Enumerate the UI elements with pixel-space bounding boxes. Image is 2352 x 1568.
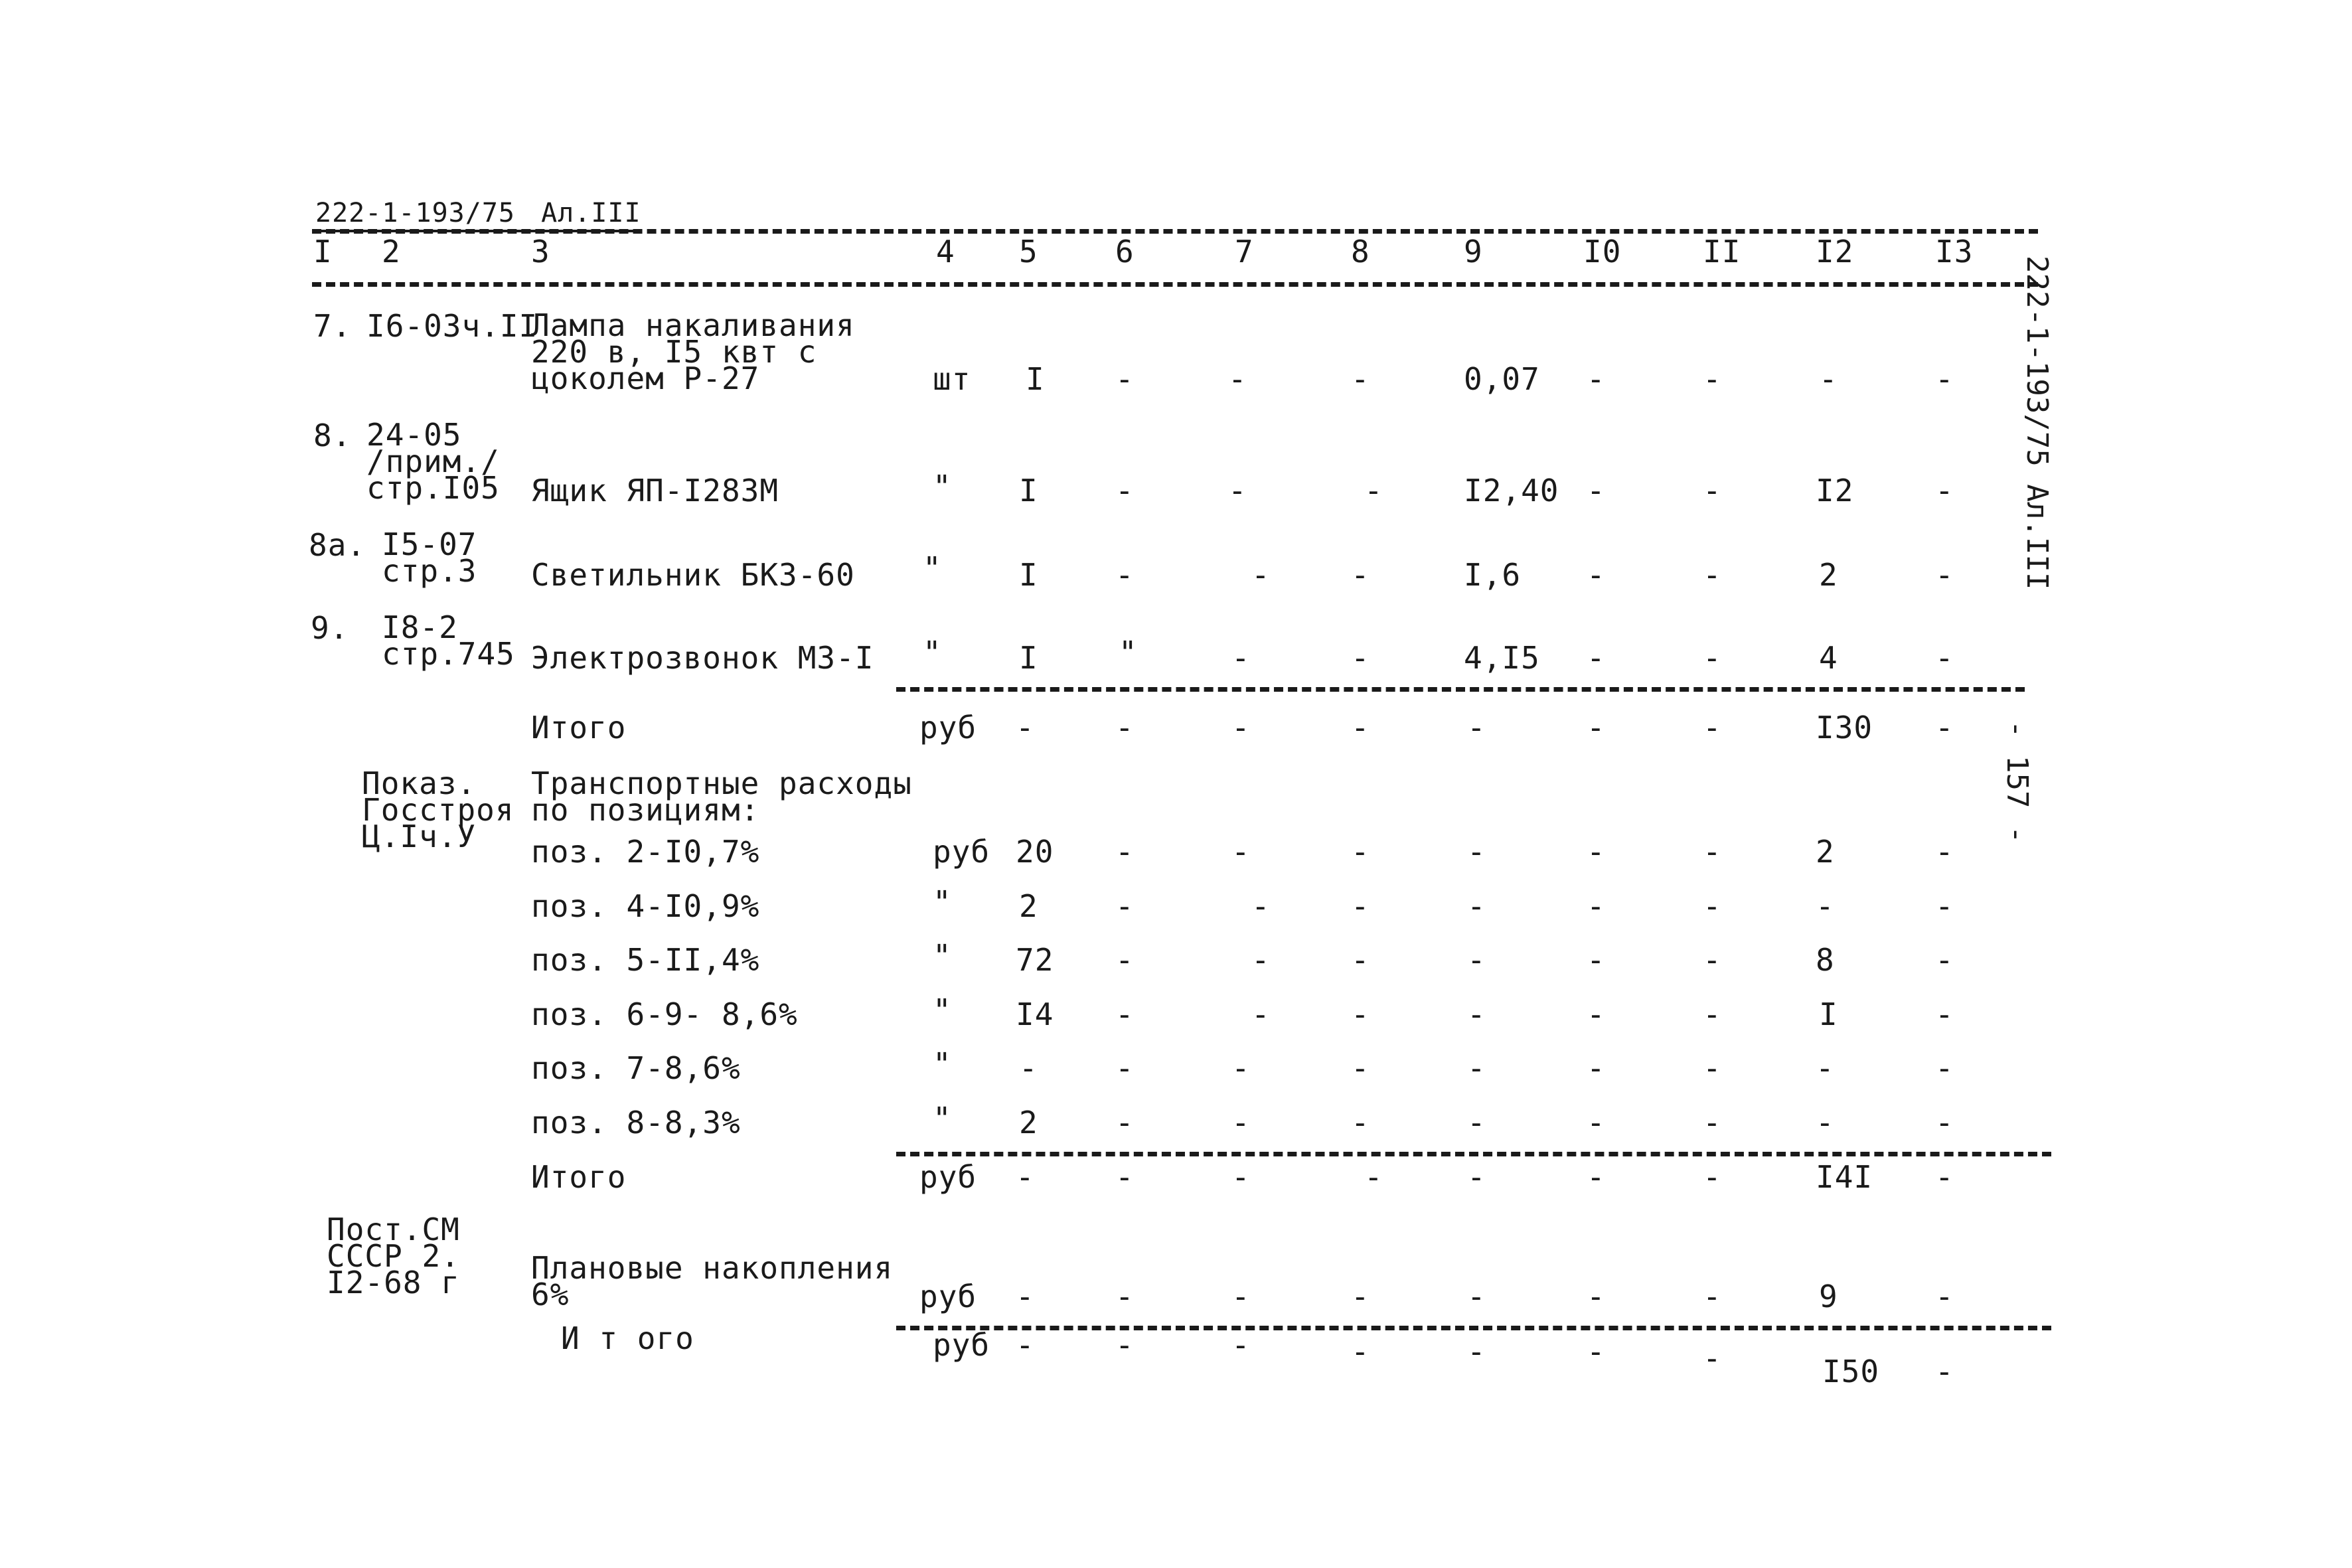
row-7-c7: -	[1228, 361, 1247, 397]
transport-item-4-c8: -	[1351, 996, 1370, 1032]
row-8-ref-line1: 24-05	[366, 417, 462, 453]
row-9-c7: -	[1231, 640, 1251, 676]
row-9-c8: -	[1351, 640, 1370, 676]
itogo3-c6: -	[1115, 1327, 1135, 1363]
transport-item-3-c7: -	[1251, 942, 1271, 978]
col-7: 7	[1235, 234, 1254, 270]
side-doc-code: 222-1-193/75 Ал.III	[2020, 256, 2054, 590]
transport-item-2-c8: -	[1351, 888, 1370, 924]
row-8-c7: -	[1228, 473, 1247, 509]
row-8a-c10: -	[1587, 557, 1606, 593]
row-8a-c8: -	[1351, 557, 1370, 593]
transport-item-6-c10: -	[1587, 1105, 1606, 1140]
row-7-name-line1: Лампа накаливания	[531, 307, 855, 343]
row-7-name-line2: 220 в, I5 квт с	[531, 334, 817, 370]
itogo2-label: Итого	[531, 1159, 627, 1195]
row-7-c5: I	[1026, 361, 1045, 397]
transport-item-1-c11: -	[1703, 834, 1722, 870]
transport-item-1-c9: -	[1467, 834, 1486, 870]
page-number: - 157 -	[2000, 720, 2034, 844]
transport-item-6-c7: -	[1231, 1105, 1251, 1140]
top-rule	[312, 229, 2038, 234]
itogo3-c12: I50	[1822, 1354, 1880, 1389]
transport-item-4-c7: -	[1251, 996, 1271, 1032]
col-9: 9	[1464, 234, 1483, 270]
transport-item-6-c6: -	[1115, 1105, 1135, 1140]
savings-c12: 9	[1819, 1279, 1838, 1314]
row-8-c10: -	[1587, 473, 1606, 509]
transport-item-6-c9: -	[1467, 1105, 1486, 1140]
row-8a-ref-line1: I5-07	[382, 526, 477, 562]
transport-item-3-c9: -	[1467, 942, 1486, 978]
transport-item-2-name: поз. 4-I0,9%	[531, 888, 760, 924]
itogo1-unit: руб	[919, 710, 977, 745]
row-8a-c9: I,6	[1464, 557, 1522, 593]
row-8-ref-line3: стр.I05	[366, 470, 500, 506]
itogo2-c12: I4I	[1816, 1159, 1873, 1195]
row-9-c13: -	[1935, 640, 1954, 676]
row-8-c9: I2,40	[1464, 473, 1559, 509]
row-7-c11: -	[1703, 361, 1722, 397]
doc-code	[315, 199, 641, 227]
subtotal-rule-2	[896, 1152, 2051, 1156]
transport-item-3-c8: -	[1351, 942, 1370, 978]
savings-c10: -	[1587, 1279, 1606, 1314]
transport-item-1-c8: -	[1351, 834, 1370, 870]
transport-item-1-name: поз. 2-I0,7%	[531, 834, 760, 870]
transport-item-4-c12: I	[1819, 996, 1838, 1032]
transport-item-3-c11: -	[1703, 942, 1722, 978]
itogo1-c7: -	[1231, 710, 1251, 745]
transport-item-5-name: поз. 7-8,6%	[531, 1050, 741, 1086]
transport-item-5-c8: -	[1351, 1050, 1370, 1086]
transport-item-4-unit: "	[933, 992, 952, 1028]
itogo1-c11: -	[1703, 710, 1722, 745]
col-1: I	[313, 234, 333, 270]
col-2: 2	[382, 234, 401, 270]
row-7-unit: шт	[933, 361, 971, 397]
doc-code-text: 222-1-193/75	[315, 198, 515, 228]
transport-item-1-c10: -	[1587, 834, 1606, 870]
row-8-c8: -	[1364, 473, 1383, 509]
row-9-c12: 4	[1819, 640, 1838, 676]
savings-ref	[327, 1212, 460, 1300]
transport-item-5-c12: -	[1816, 1050, 1835, 1086]
transport-title-line1: Транспортные расходы	[531, 765, 912, 801]
itogo3-c7: -	[1231, 1327, 1251, 1363]
transport-ref-line3: Ц.Iч.У	[362, 819, 477, 854]
savings-ref-line3: I2-68 г	[327, 1265, 460, 1300]
row-9-c9: 4,I5	[1464, 640, 1540, 676]
savings-c6: -	[1115, 1279, 1135, 1314]
transport-item-4-c11: -	[1703, 996, 1722, 1032]
row-8a-c11: -	[1703, 557, 1722, 593]
col-3: 3	[531, 234, 550, 270]
row-7-c8: -	[1351, 361, 1370, 397]
transport-item-1-c13: -	[1935, 834, 1954, 870]
itogo2-c5: -	[1016, 1159, 1035, 1195]
transport-item-2-c11: -	[1703, 888, 1722, 924]
savings-c5: -	[1016, 1279, 1035, 1314]
itogo3-c8: -	[1351, 1334, 1370, 1370]
transport-item-1-c7: -	[1231, 834, 1251, 870]
itogo1-c12: I30	[1816, 710, 1873, 745]
row-9-name: Электрозвонок МЗ-I	[531, 640, 874, 676]
transport-item-4-c13: -	[1935, 996, 1954, 1032]
itogo2-unit: руб	[919, 1159, 977, 1195]
row-8a-ref-line2: стр.3	[382, 553, 477, 589]
transport-item-4-c10: -	[1587, 996, 1606, 1032]
itogo2-c8: -	[1364, 1159, 1383, 1195]
itogo2-c10: -	[1587, 1159, 1606, 1195]
total-rule	[896, 1326, 2051, 1330]
row-8-c13: -	[1935, 473, 1954, 509]
row-8a-name: Светильник БКЗ-60	[531, 557, 855, 593]
itogo1-c13: -	[1935, 710, 1954, 745]
itogo2-c7: -	[1231, 1159, 1251, 1195]
row-8a-unit: "	[923, 550, 942, 586]
transport-item-5-c13: -	[1935, 1050, 1954, 1086]
row-9-c11: -	[1703, 640, 1722, 676]
row-8-name: Ящик ЯП-I283М	[531, 473, 779, 509]
transport-item-3-name: поз. 5-II,4%	[531, 942, 760, 978]
header-rule	[312, 282, 2038, 287]
row-8a-c5: I	[1019, 557, 1038, 593]
row-8-ref	[366, 417, 500, 506]
col-6: 6	[1115, 234, 1135, 270]
transport-item-6-c11: -	[1703, 1105, 1722, 1140]
row-8a-ref	[382, 526, 477, 589]
transport-item-3-c5: 72	[1016, 942, 1054, 978]
transport-item-4-c5: I4	[1016, 996, 1054, 1032]
savings-c8: -	[1351, 1279, 1370, 1314]
transport-title	[531, 765, 912, 828]
row-8a-c12: 2	[1819, 557, 1838, 593]
row-8a-num: 8а.	[309, 527, 366, 563]
col-8: 8	[1351, 234, 1370, 270]
row-8-ref-line2: /прим./	[366, 443, 500, 479]
col-11: II	[1703, 234, 1741, 270]
transport-item-2-c12: -	[1816, 888, 1835, 924]
row-9-ref-line1: I8-2	[382, 609, 458, 645]
transport-item-4-c6: -	[1115, 996, 1135, 1032]
itogo3-c5: -	[1016, 1327, 1035, 1363]
row-9-c10: -	[1587, 640, 1606, 676]
savings-c9: -	[1467, 1279, 1486, 1314]
col-13: I3	[1935, 234, 1974, 270]
itogo3-c10: -	[1587, 1334, 1606, 1370]
itogo1-c10: -	[1587, 710, 1606, 745]
itogo3-c11: -	[1703, 1340, 1722, 1376]
transport-item-2-c10: -	[1587, 888, 1606, 924]
transport-item-6-c8: -	[1351, 1105, 1370, 1140]
col-4: 4	[936, 234, 955, 270]
row-7-c13: -	[1935, 361, 1954, 397]
transport-item-5-c10: -	[1587, 1050, 1606, 1086]
transport-item-2-unit: "	[933, 884, 952, 920]
row-7-c12: -	[1819, 361, 1838, 397]
itogo1-c5: -	[1016, 710, 1035, 745]
row-9-ref-line2: стр.745	[382, 636, 515, 672]
row-7-c9: 0,07	[1464, 361, 1540, 397]
row-8a-c6: -	[1115, 557, 1135, 593]
itogo3-label: И т ого	[561, 1320, 694, 1356]
row-8-c5: I	[1019, 473, 1038, 509]
transport-item-5-c6: -	[1115, 1050, 1135, 1086]
transport-item-2-c6: -	[1115, 888, 1135, 924]
transport-item-1-c5: 20	[1016, 834, 1054, 870]
transport-item-6-name: поз. 8-8,3%	[531, 1105, 741, 1140]
transport-item-4-c9: -	[1467, 996, 1486, 1032]
transport-item-3-unit: "	[933, 938, 952, 974]
transport-item-3-c10: -	[1587, 942, 1606, 978]
transport-item-6-c5: 2	[1019, 1105, 1038, 1140]
transport-item-5-unit: "	[933, 1046, 952, 1082]
transport-item-6-c13: -	[1935, 1105, 1954, 1140]
row-7-c10: -	[1587, 361, 1606, 397]
row-9-c6: "	[1119, 635, 1138, 670]
itogo2-c13: -	[1935, 1159, 1954, 1195]
row-8-c12: I2	[1816, 473, 1854, 509]
row-8a-c7: -	[1251, 557, 1271, 593]
savings-c7: -	[1231, 1279, 1251, 1314]
transport-ref-line2: Госстроя	[362, 792, 514, 828]
transport-item-3-c12: 8	[1816, 942, 1835, 978]
itogo3-c9: -	[1467, 1334, 1486, 1370]
row-8a-c13: -	[1935, 557, 1954, 593]
transport-item-3-c13: -	[1935, 942, 1954, 978]
savings-c11: -	[1703, 1279, 1722, 1314]
savings-ref-line1: Пост.СМ	[327, 1212, 460, 1247]
savings-name-line2: 6%	[531, 1277, 570, 1312]
transport-item-1-c6: -	[1115, 834, 1135, 870]
subtotal-rule-1	[896, 687, 2025, 692]
col-12: I2	[1816, 234, 1854, 270]
transport-item-3-c6: -	[1115, 942, 1135, 978]
itogo1-label: Итого	[531, 710, 627, 745]
itogo1-c9: -	[1467, 710, 1486, 745]
transport-item-5-c5: -	[1019, 1050, 1038, 1086]
savings-c13: -	[1935, 1279, 1954, 1314]
row-9-unit: "	[923, 635, 942, 670]
row-8-c11: -	[1703, 473, 1722, 509]
row-7-ref: I6-03ч.II	[366, 308, 538, 344]
itogo3-c13: -	[1935, 1354, 1954, 1389]
itogo2-c6: -	[1115, 1159, 1135, 1195]
transport-ref-line1: Показ.	[362, 765, 477, 801]
row-9-ref	[382, 609, 515, 672]
row-8-unit: "	[933, 469, 952, 505]
col-10: I0	[1583, 234, 1622, 270]
transport-item-1-c12: 2	[1816, 834, 1835, 870]
itogo1-c8: -	[1351, 710, 1370, 745]
row-7-name-line3: цоколем Р-27	[531, 360, 760, 396]
row-9-c5: I	[1019, 640, 1038, 676]
transport-item-4-name: поз. 6-9- 8,6%	[531, 996, 798, 1032]
itogo2-c11: -	[1703, 1159, 1722, 1195]
transport-item-6-unit: "	[933, 1101, 952, 1137]
itogo3-unit: руб	[933, 1327, 990, 1363]
savings-name-line1: Плановые накопления	[531, 1250, 894, 1286]
row-7-c6: -	[1115, 361, 1135, 397]
savings-unit: руб	[919, 1279, 977, 1314]
row-9-num: 9.	[311, 610, 349, 646]
transport-item-5-c9: -	[1467, 1050, 1486, 1086]
row-7-num: 7.	[313, 308, 352, 344]
transport-item-2-c13: -	[1935, 888, 1954, 924]
savings-ref-line2: СССР 2.	[327, 1238, 460, 1274]
transport-item-2-c9: -	[1467, 888, 1486, 924]
col-5: 5	[1019, 234, 1038, 270]
transport-item-1-unit: руб	[933, 834, 990, 870]
row-8-num: 8.	[313, 418, 352, 453]
row-7-name	[531, 307, 855, 396]
transport-item-2-c5: 2	[1019, 888, 1038, 924]
savings-name	[531, 1250, 894, 1312]
doc-album-text: Ал.III	[541, 198, 641, 228]
row-8-c6: -	[1115, 473, 1135, 509]
itogo1-c6: -	[1115, 710, 1135, 745]
transport-item-2-c7: -	[1251, 888, 1271, 924]
transport-item-5-c7: -	[1231, 1050, 1251, 1086]
itogo2-c9: -	[1467, 1159, 1486, 1195]
transport-ref	[362, 765, 514, 854]
transport-item-6-c12: -	[1816, 1105, 1835, 1140]
transport-item-5-c11: -	[1703, 1050, 1722, 1086]
transport-title-line2: по позициям:	[531, 792, 760, 828]
